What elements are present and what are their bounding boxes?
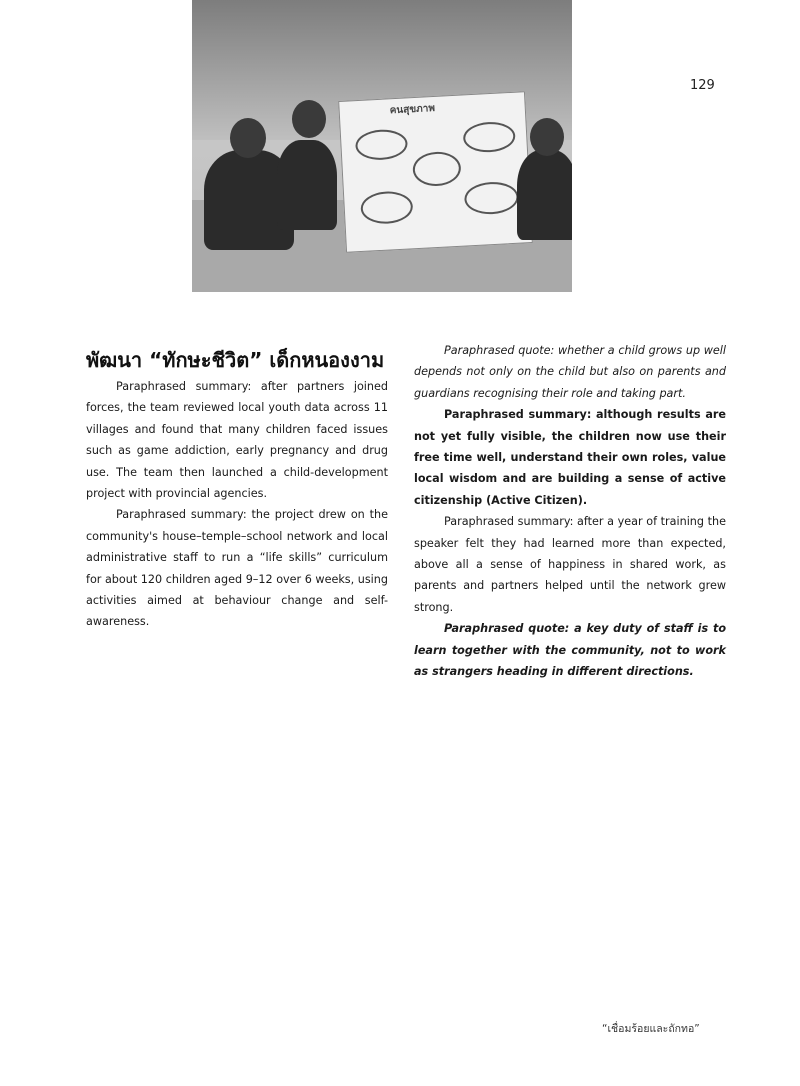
left-column xyxy=(86,376,388,633)
right-column xyxy=(414,340,726,683)
quote: Paraphrased quote: a key duty of staff is to learn together with the community, not to work as strangers heading in different directions. xyxy=(414,622,726,679)
person-middle-head xyxy=(292,100,326,138)
person-left-head xyxy=(230,118,266,158)
section-heading: พัฒนา “ทักษะชีวิต” เด็กหนองงาม xyxy=(86,348,385,372)
page-footer: “เชื่อมร้อยและถักทอ” xyxy=(602,1023,700,1035)
board-node xyxy=(412,151,462,187)
person-right xyxy=(517,150,572,240)
board-node xyxy=(464,181,520,216)
mind-map-board xyxy=(338,91,533,253)
paragraph: Paraphrased summary: although results are not yet fully visible, the children now use their free time well, understand their own roles, value local wisdom and are building a sense of active citizenship (Active Citizen). xyxy=(414,408,726,507)
board-node xyxy=(462,121,515,154)
page-number: 129 xyxy=(690,78,715,93)
board-node xyxy=(360,190,414,225)
paragraph: Paraphrased summary: the project drew on the community's house–temple–school network and local administrative staff to run a “life skills” curriculum for about 120 children aged 9–12 over 6 weeks, using activities aimed at behaviour change and self-awareness. xyxy=(86,508,388,629)
quote: Paraphrased quote: whether a child grows up well depends not only on the child but also on parents and guardians recognising their role and taking part. xyxy=(414,344,726,400)
person-right-head xyxy=(530,118,564,156)
board-node xyxy=(355,128,408,161)
board-title: คนสุขภาพ xyxy=(389,102,436,117)
paragraph: Paraphrased summary: after a year of training the speaker felt they had learned more than expected, above all a sense of happiness in shared work, as parents and partners helped until the network grew strong. xyxy=(414,515,726,614)
workshop-photo xyxy=(192,0,572,292)
person-middle xyxy=(277,140,337,230)
paragraph: Paraphrased summary: after partners joined forces, the team reviewed local youth data across 11 villages and found that many children faced issues such as game addiction, early pregnancy and drug use. The team then launched a child-development project with provincial agencies. xyxy=(86,380,388,501)
